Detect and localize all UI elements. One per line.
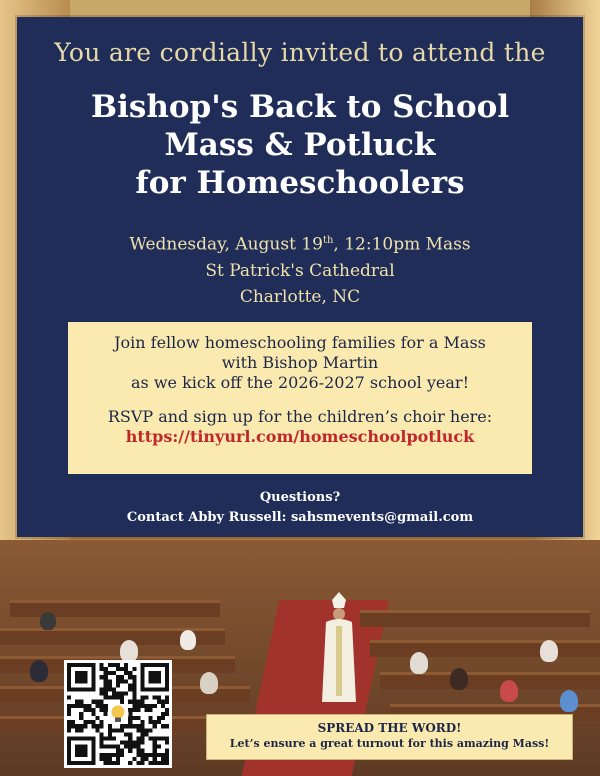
info-callout-box [68, 322, 532, 474]
event-title [0, 88, 600, 202]
congregant [410, 652, 428, 674]
spread-text: Let’s ensure a great turnout for this amazing Mass! [229, 737, 550, 750]
congregant [30, 660, 48, 682]
questions-block [0, 488, 600, 528]
title-line: for Homeschoolers [135, 165, 465, 201]
contact-line: Contact Abby Russell: sahsmevents@gmail.com [126, 510, 474, 525]
title-line: Bishop's Back to School [90, 89, 510, 125]
rsvp-link[interactable]: https://tinyurl.com/homeschoolpotluck [125, 427, 475, 446]
event-city: Charlotte, NC [239, 286, 361, 307]
event-details [0, 228, 600, 310]
pew [370, 640, 600, 657]
congregant [40, 612, 56, 630]
spread-heading: SPREAD THE WORD! [317, 721, 462, 735]
pew [380, 672, 600, 689]
spread-the-word-box [206, 714, 573, 760]
congregant [450, 668, 468, 690]
title-line: Mass & Potluck [164, 127, 436, 163]
lightbulb-icon [107, 703, 128, 724]
callout-line: as we kick off the 2026-2027 school year! [130, 373, 469, 392]
bishop-figure [318, 592, 360, 710]
callout-line: with Bishop Martin [221, 353, 379, 372]
event-date: Wednesday, August 19th, 12:10pm Mass [129, 234, 471, 255]
congregant [180, 630, 196, 650]
event-location: St Patrick's Cathedral [205, 260, 395, 281]
questions-label: Questions? [259, 490, 341, 505]
invitation-line: You are cordially invited to attend the [54, 38, 546, 67]
congregant [560, 690, 578, 712]
rsvp-text: RSVP and sign up for the children’s choir here: [107, 407, 493, 426]
congregant [200, 672, 218, 694]
qr-code-icon[interactable] [64, 660, 172, 768]
congregant [540, 640, 558, 662]
congregant [120, 640, 138, 662]
pew [360, 610, 590, 627]
congregant [500, 680, 518, 702]
callout-line: Join fellow homeschooling families for a Mass [114, 333, 486, 352]
